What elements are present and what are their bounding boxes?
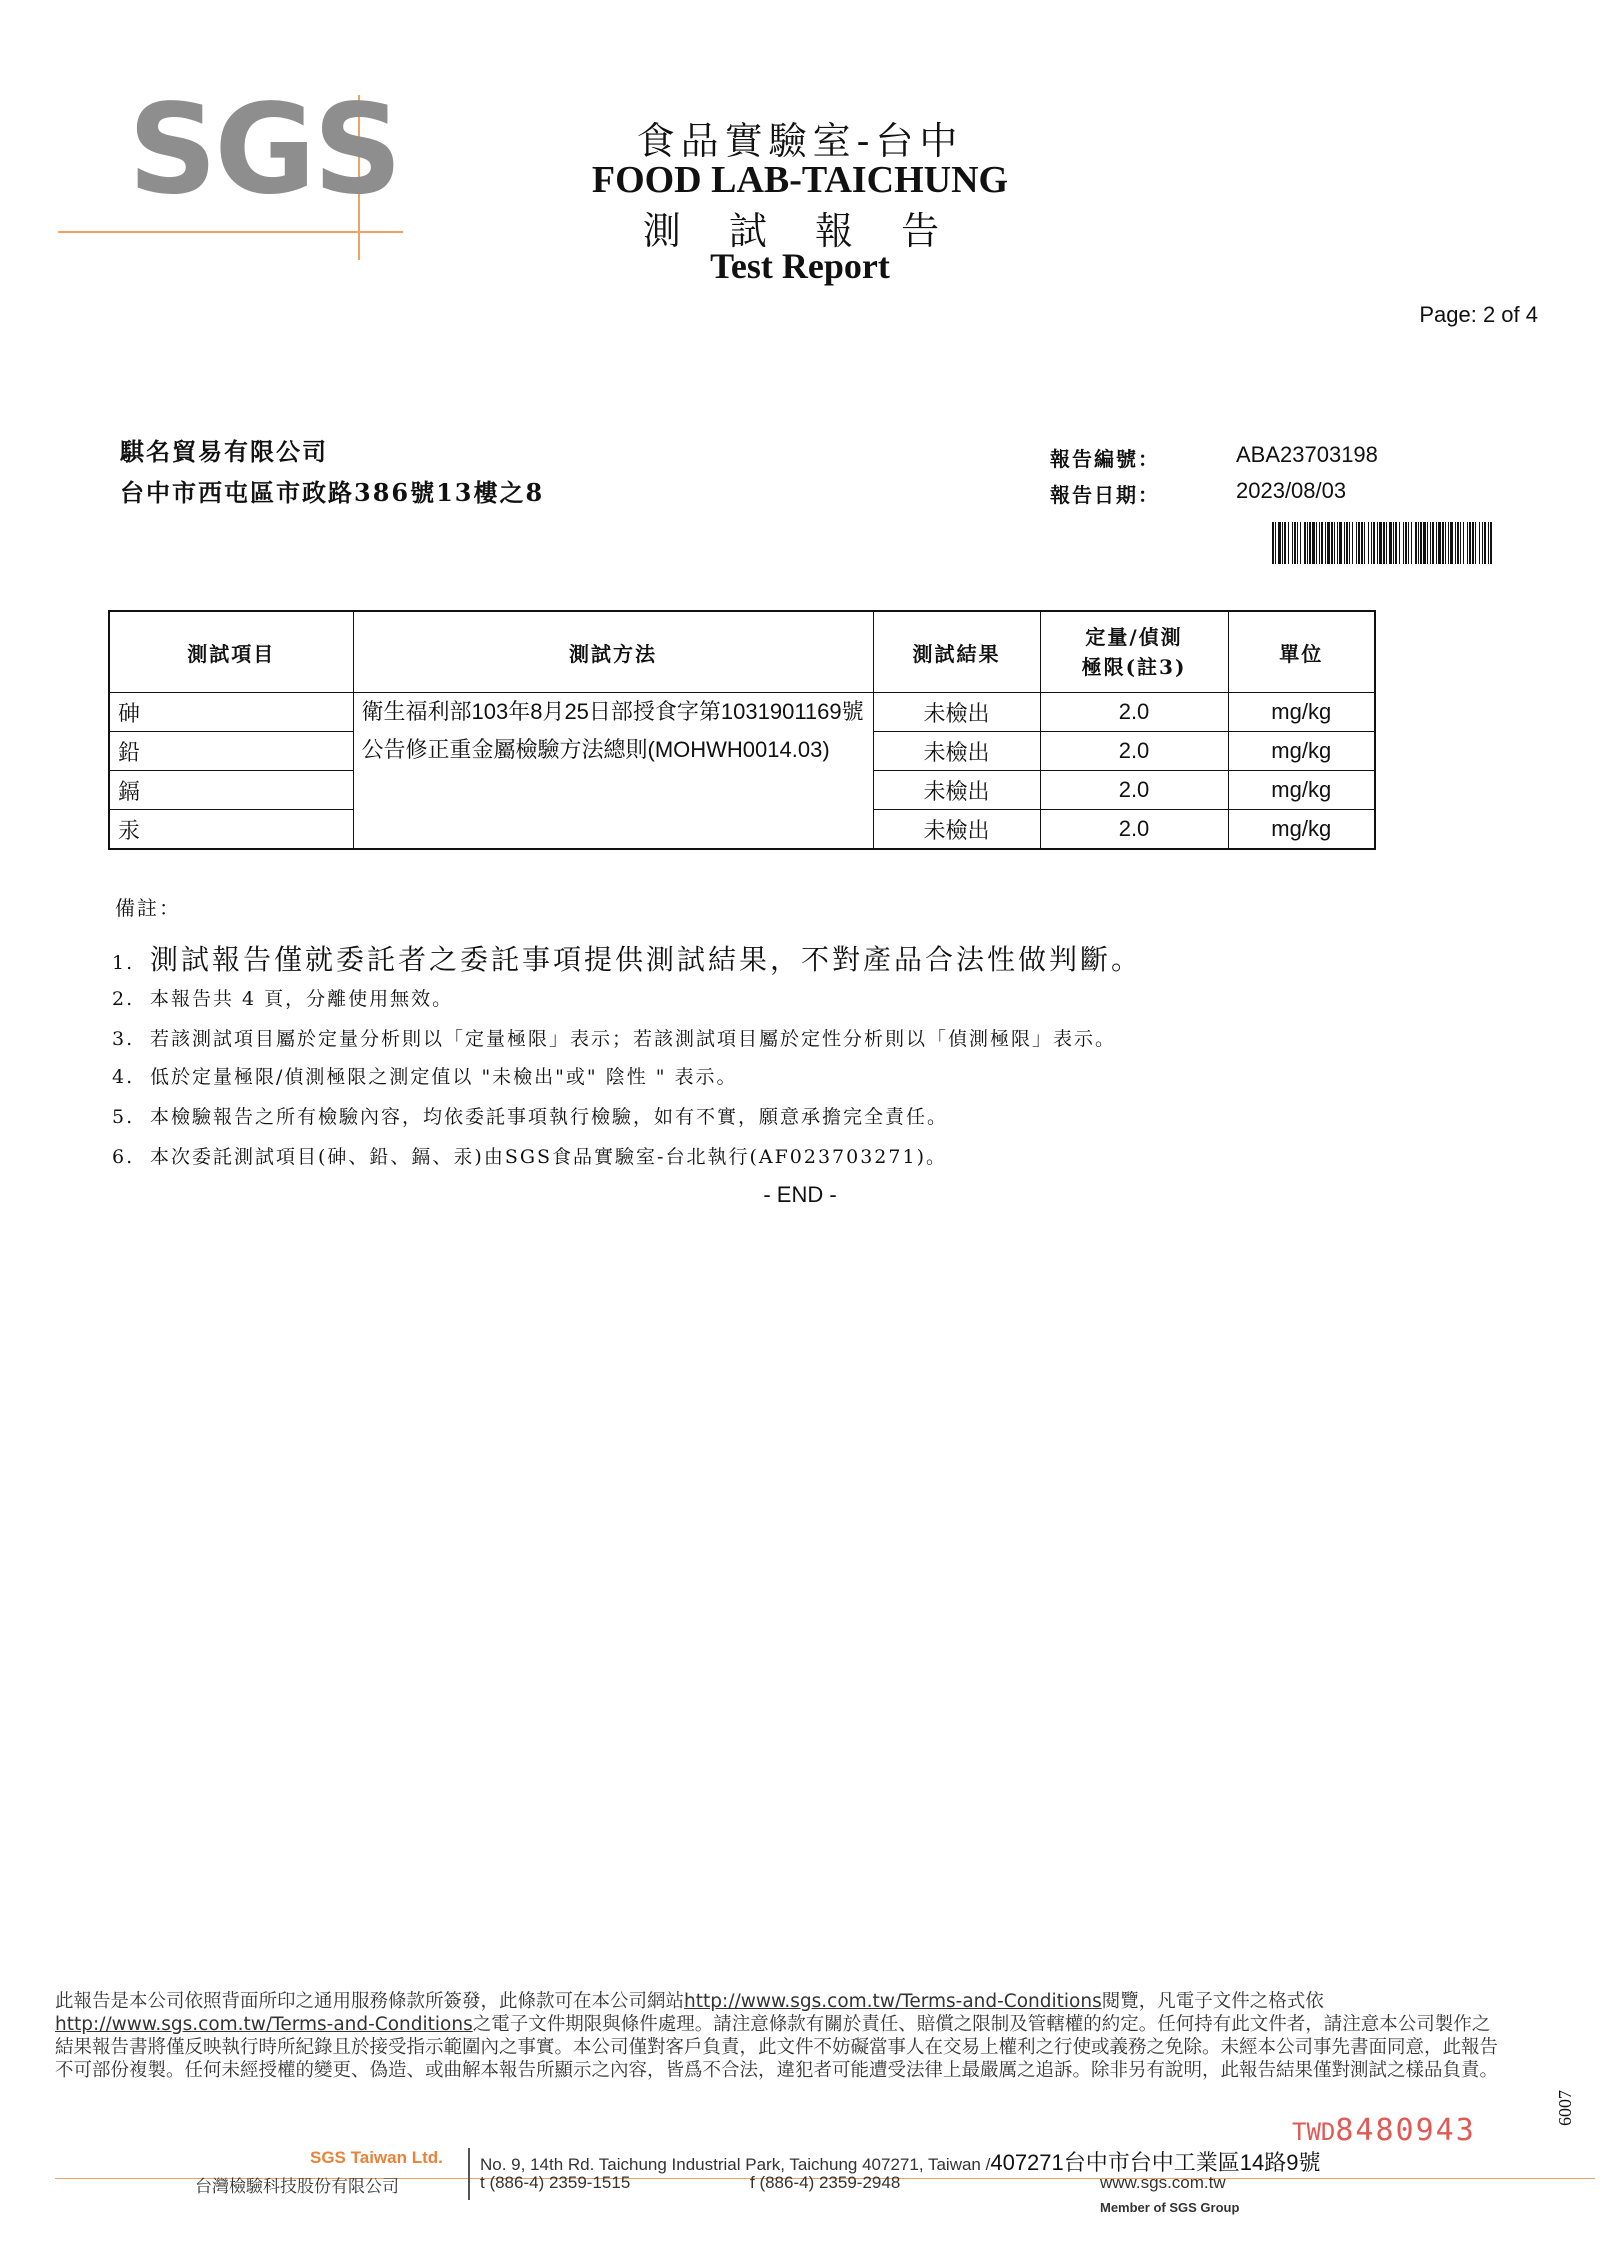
note-text: 本次委託測試項目(砷、鉛、鎘、汞)由SGS食品實驗室-台北執行(AF023703271)。 (150, 1146, 947, 1168)
note-item (112, 1142, 947, 1169)
note-number: 4. (112, 1066, 135, 1088)
barcode-bar (1334, 522, 1335, 564)
barcode (1272, 522, 1492, 564)
barcode-bar (1430, 522, 1431, 564)
barcode-bar (1460, 522, 1461, 564)
barcode-bar (1316, 522, 1317, 564)
barcode-bar (1292, 522, 1293, 564)
barcode-bar (1346, 522, 1348, 564)
barcode-bar (1479, 522, 1480, 564)
client-name: 騏名貿易有限公司 (120, 437, 328, 466)
address-zh: 407271台中市台中工業區14路9號 (990, 2150, 1321, 2175)
report-title-zh: 測 試 報 告 (642, 209, 958, 253)
barcode-bar (1399, 522, 1400, 564)
table-header-row (109, 611, 1375, 693)
note-number: 3. (112, 1028, 135, 1050)
note-text: 測試報告僅就委託者之委託事項提供測試結果，不對產品合法性做判斷。 (150, 943, 1143, 976)
barcode-bar (1368, 522, 1369, 564)
side-code: 6007 (1555, 2090, 1575, 2126)
barcode-bar (1467, 522, 1468, 564)
cell-result: 未檢出 (873, 771, 1040, 810)
header-test-method: 測試方法 (353, 611, 873, 693)
serial-digits: 8480943 (1335, 2113, 1476, 2148)
barcode-bar (1442, 522, 1444, 564)
barcode-bar (1377, 522, 1378, 564)
note-text: 本報告共 4 頁，分離使用無效。 (150, 988, 454, 1010)
cell-unit: mg/kg (1228, 693, 1375, 732)
lab-name-en: FOOD LAB-TAICHUNG (591, 159, 1009, 201)
barcode-bar (1349, 522, 1350, 564)
disclaimer (55, 1990, 1505, 2082)
barcode-bar (1331, 522, 1333, 564)
barcode-bar (1319, 522, 1320, 564)
serial-number (1292, 2113, 1476, 2148)
client-address: 台中市西屯區市政路386號13樓之8 (120, 478, 545, 507)
header-test-result: 測試結果 (873, 611, 1040, 693)
cell-method: 衛生福利部103年8月25日部授食字第1031901169號公告修正重金屬檢驗方法總則(MOHWH0014.03) (353, 693, 873, 850)
barcode-bar (1371, 522, 1372, 564)
header-unit: 單位 (1228, 611, 1375, 693)
serial-prefix: TWD (1292, 2118, 1336, 2146)
lab-name-zh: 食品實驗室-台中 (636, 119, 964, 163)
barcode-bar (1352, 522, 1353, 564)
cell-limit: 2.0 (1040, 810, 1228, 850)
barcode-bar (1405, 522, 1407, 564)
barcode-bar (1423, 522, 1426, 564)
header-test-item: 測試項目 (109, 611, 353, 693)
barcode-bar (1463, 522, 1464, 564)
note-item (112, 1062, 738, 1089)
sgs-logo: SGS (128, 78, 400, 222)
phone: t (886-4) 2359-1515 (480, 2173, 631, 2192)
address-en: No. 9, 14th Rd. Taichung Industrial Park, Taichung 407271, Taiwan / (480, 2155, 991, 2174)
barcode-bar (1395, 522, 1397, 564)
barcode-bar (1327, 522, 1330, 564)
barcode-bar (1297, 522, 1298, 564)
barcode-bar (1482, 522, 1483, 564)
cell-result: 未檢出 (873, 732, 1040, 771)
barcode-bar (1445, 522, 1446, 564)
barcode-bar (1364, 522, 1365, 564)
barcode-bar (1389, 522, 1392, 564)
barcode-bar (1455, 522, 1456, 564)
barcode-bar (1415, 522, 1417, 564)
barcode-bar (1475, 522, 1476, 564)
barcode-bar (1488, 522, 1489, 564)
company-name-zh: 台灣檢驗科技股份有限公司 (195, 2177, 399, 2197)
barcode-bar (1321, 522, 1323, 564)
results-table (108, 610, 1376, 850)
notes-title: 備註： (115, 896, 181, 920)
barcode-bar (1403, 522, 1404, 564)
barcode-bar (1304, 522, 1306, 564)
barcode-bar (1356, 522, 1357, 564)
cell-item: 汞 (109, 810, 353, 850)
barcode-bar (1284, 522, 1286, 564)
barcode-bar (1438, 522, 1441, 564)
barcode-bar (1373, 522, 1375, 564)
barcode-bar (1339, 522, 1342, 564)
note-text: 若該測試項目屬於定量分析則以「定量極限」表示；若該測試項目屬於定性分析則以「偵測極限」表示。 (150, 1028, 1117, 1050)
cell-result: 未檢出 (873, 810, 1040, 850)
report-number: ABA23703198 (1236, 442, 1378, 467)
cell-item: 砷 (109, 693, 353, 732)
website: www.sgs.com.tw (1100, 2173, 1226, 2192)
barcode-bar (1361, 522, 1363, 564)
terms-link[interactable]: http://www.sgs.com.tw/Terms-and-Conditions (55, 2014, 473, 2035)
barcode-bar (1383, 522, 1385, 564)
barcode-bar (1288, 522, 1289, 564)
barcode-bar (1272, 522, 1274, 564)
barcode-bar (1379, 522, 1382, 564)
note-number: 1. (112, 952, 135, 974)
barcode-bar (1307, 522, 1308, 564)
barcode-bar (1294, 522, 1296, 564)
cell-item: 鎘 (109, 771, 353, 810)
barcode-bar (1358, 522, 1360, 564)
note-number: 2. (112, 988, 135, 1010)
fax: f (886-4) 2359-2948 (750, 2173, 901, 2192)
cell-limit: 2.0 (1040, 732, 1228, 771)
barcode-bar (1325, 522, 1326, 564)
barcode-bar (1484, 522, 1486, 564)
member-note: Member of SGS Group (1100, 2200, 1240, 2215)
barcode-bar (1278, 522, 1281, 564)
barcode-bar (1469, 522, 1471, 564)
barcode-bar (1282, 522, 1283, 564)
barcode-bar (1300, 522, 1301, 564)
barcode-bar (1427, 522, 1428, 564)
end-marker: - END - (763, 1182, 837, 1207)
barcode-bar (1457, 522, 1459, 564)
barcode-bar (1490, 522, 1492, 564)
note-item (112, 984, 453, 1011)
barcode-bar (1312, 522, 1315, 564)
company-name-en: SGS Taiwan Ltd. (310, 2148, 443, 2167)
barcode-bar (1411, 522, 1412, 564)
barcode-bar (1448, 522, 1449, 564)
report-date: 2023/08/03 (1236, 478, 1347, 503)
note-number: 6. (112, 1146, 135, 1168)
barcode-bar (1337, 522, 1338, 564)
barcode-bar (1275, 522, 1276, 564)
note-item (112, 1024, 1116, 1051)
cell-unit: mg/kg (1228, 771, 1375, 810)
report-title-en: Test Report (710, 246, 890, 286)
header-limit-text: 定量/偵測極限(註3) (1081, 625, 1187, 679)
page-number: Page: 2 of 4 (1419, 302, 1538, 327)
header-limit (1040, 611, 1228, 693)
table-row (109, 693, 1375, 732)
barcode-bar (1309, 522, 1311, 564)
cell-result: 未檢出 (873, 693, 1040, 732)
cell-unit: mg/kg (1228, 810, 1375, 850)
cell-item: 鉛 (109, 732, 353, 771)
barcode-bar (1472, 522, 1474, 564)
barcode-bar (1418, 522, 1419, 564)
cell-unit: mg/kg (1228, 732, 1375, 771)
note-number: 5. (112, 1106, 135, 1128)
barcode-bar (1436, 522, 1437, 564)
note-text: 低於定量極限/偵測極限之測定值以 "未檢出"或" 陰性 " 表示。 (150, 1066, 738, 1088)
barcode-bar (1393, 522, 1394, 564)
cell-limit: 2.0 (1040, 771, 1228, 810)
barcode-bar (1344, 522, 1345, 564)
note-item (112, 1102, 948, 1129)
report-number-label: 報告編號： (1050, 447, 1160, 471)
note-item (112, 938, 1142, 978)
terms-link[interactable]: http://www.sgs.com.tw/Terms-and-Conditions (684, 1991, 1102, 2012)
barcode-bar (1432, 522, 1434, 564)
footer-vertical-divider (468, 2148, 470, 2200)
disclaimer-text: 此報告是本公司依照背面所印之通用服務條款所簽發，此條款可在本公司網站 (55, 1991, 685, 2012)
cell-limit: 2.0 (1040, 693, 1228, 732)
barcode-bar (1450, 522, 1453, 564)
barcode-bar (1386, 522, 1387, 564)
disclaimer-text: 之電子文件期限與條件處理。請注意條款有關於責任、賠償之限制及管轄權的約定。任何持有此文件者，請注意本公司製作之結果報告書將僅反映執行時所紀錄且於接受指示範圍內之事實。本公司僅對客戶負責，此文件不妨礙當事人在交易上權利之行使或義務之免除。未經本公司事先書面同意，此報告不可部份複製。任何未經授權的變更、偽造、或曲解本報告所顯示之內容，皆爲不合法，違犯者可能遭受法律上最嚴厲之追訴。除非另有說明，此報告結果僅對測試之樣品負責。 (55, 2014, 1499, 2081)
disclaimer-text: 閱覽，凡電子文件之格式依 (1101, 1991, 1324, 2012)
barcode-bar (1420, 522, 1422, 564)
note-text: 本檢驗報告之所有檢驗內容，均依委託事項執行檢驗，如有不實，願意承擔完全責任。 (150, 1106, 949, 1128)
logo-rule-horizontal (58, 231, 403, 233)
report-date-label: 報告日期： (1050, 483, 1160, 507)
barcode-bar (1408, 522, 1409, 564)
